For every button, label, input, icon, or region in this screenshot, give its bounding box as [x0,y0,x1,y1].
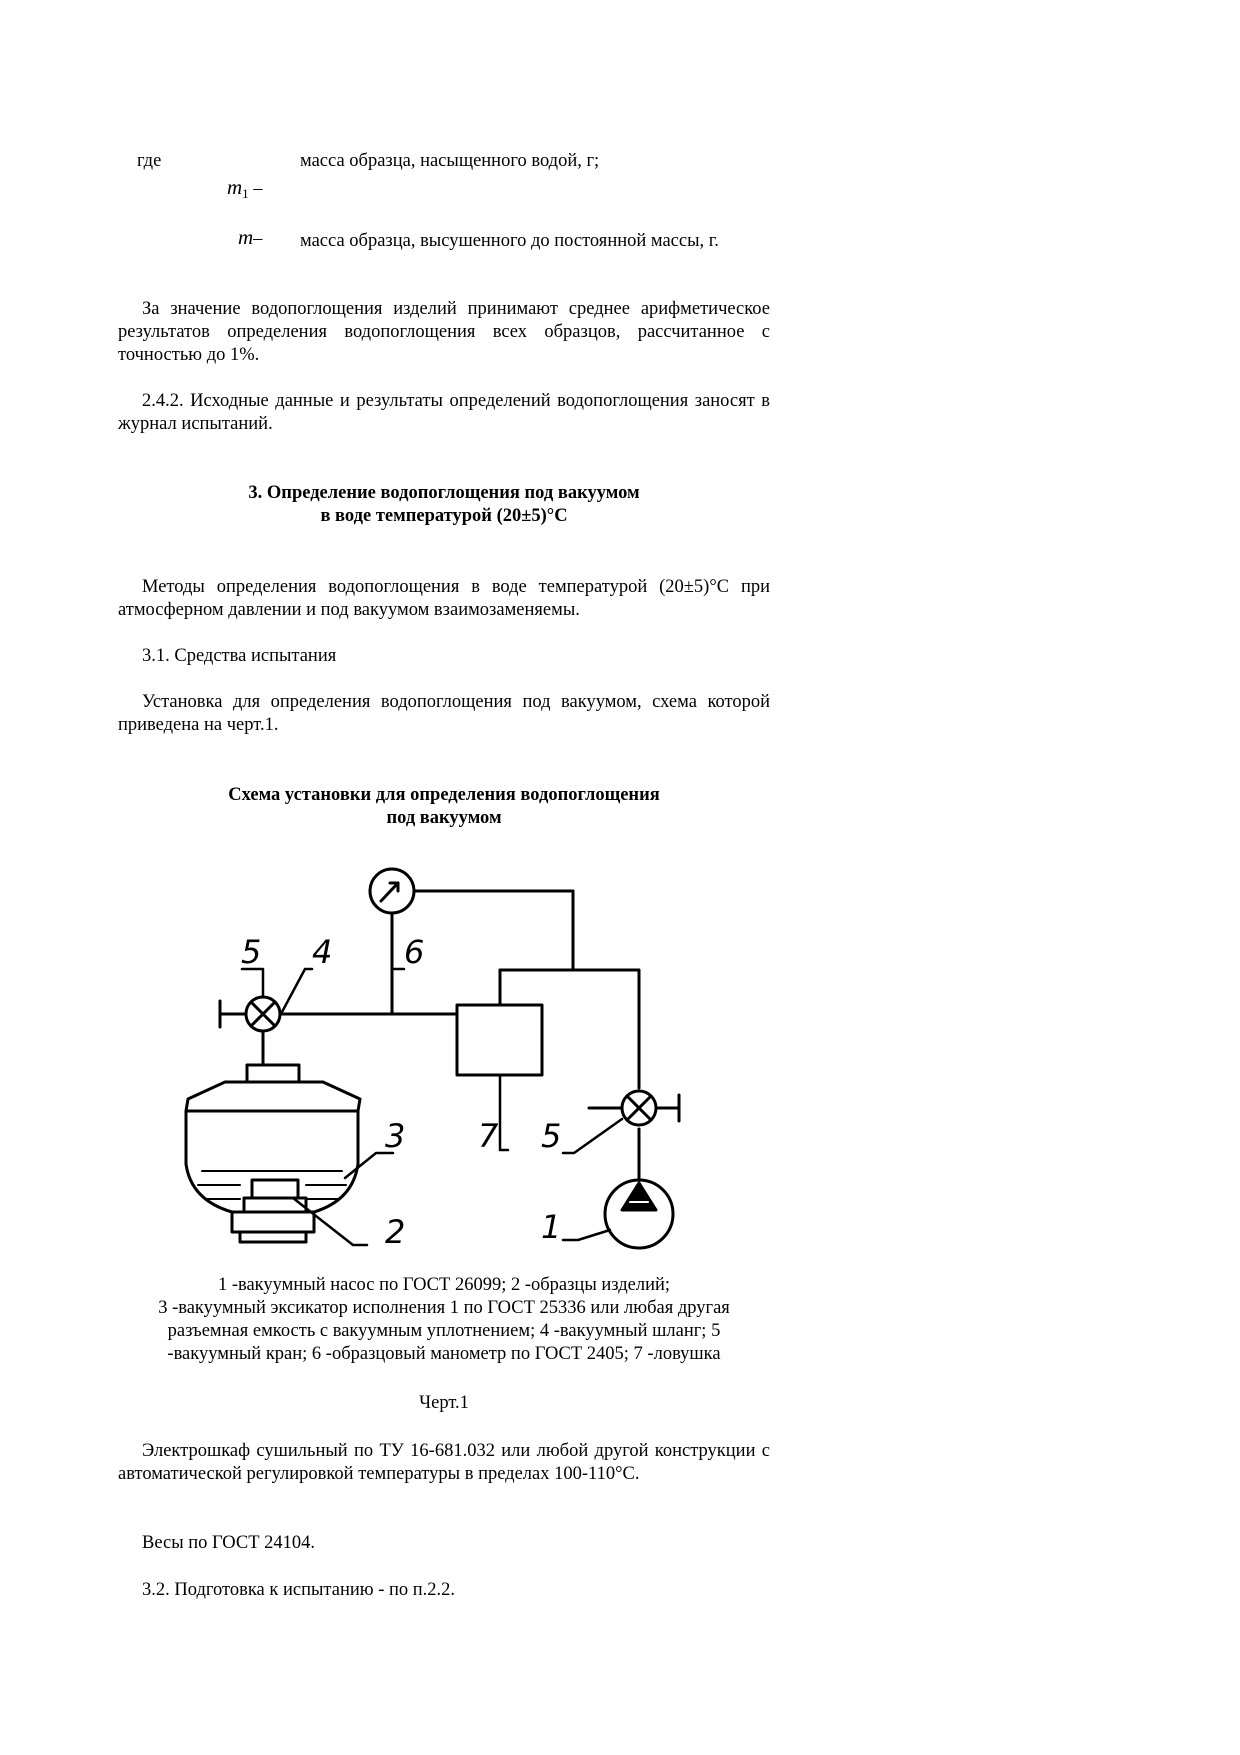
vacuum-pump-icon [605,1180,673,1248]
label-6: 6 [404,933,425,971]
paragraph-oven: Электрошкаф сушильный по ТУ 16-681.032 или любой другой конструкции с автоматической регулировкой температуры в пределах 100-110°С. [118,1441,770,1484]
paragraph-average: За значение водопоглощения изделий принимают среднее арифметическое результатов определения водопоглощения всех образцов, рассчитанное с точностью до 1%. [118,299,770,365]
label-7: 7 [478,1117,499,1155]
label-5-left: 5 [241,933,262,971]
where-word: где [137,151,162,171]
m1-definition: масса образца, насыщенного водой, г; [300,151,600,171]
label-1: 1 [541,1208,562,1246]
m1-symbol: $m_1$ – [227,175,263,201]
figure-number: Черт.1 [419,1393,469,1413]
label-3: 3 [385,1117,406,1155]
left-vacuum-valve-icon [220,997,280,1031]
figure-caption: 1 -вакуумный насос по ГОСТ 26099; 2 -образцы изделий; 3 -вакуумный эксикатор исполнения 1 по ГОСТ 25336 или любая другая разъемная емкость с вакуумным уплотнением; 4 -вакуумный шланг; 5 -вакуумный кран; 6 -образцовый манометр по ГОСТ 2405; 7 -ловушка [158,1275,730,1364]
m-symbol: m– [238,225,263,249]
right-vacuum-valve-icon [589,1091,679,1125]
label-5-right: 5 [541,1117,562,1155]
m-definition: масса образца, высушенного до постоянной массы, г. [300,231,719,251]
figure-title: Схема установки для определения водопоглощения под вакуумом [228,785,660,828]
vacuum-desiccator [186,1065,360,1242]
diagram-labels [241,933,561,1251]
paragraph-setup: Установка для определения водопоглощения под вакуумом, схема которой приведена на черт.1. [118,692,770,735]
manometer-gauge-icon [370,869,414,913]
paragraph-methods: Методы определения водопоглощения в воде температурой (20±5)°С при атмосферном давлении и под вакуумом взаимозаменяемы. [118,577,770,620]
trap-box [457,1005,542,1075]
label-2: 2 [385,1213,406,1251]
paragraph-3-2: 3.2. Подготовка к испытанию - по п.2.2. [142,1580,456,1600]
section-3-heading: 3. Определение водопоглощения под вакуумом в воде температурой (20±5)°С [248,483,640,526]
label-4: 4 [312,933,333,971]
samples [244,1180,306,1212]
paragraph-3-1: 3.1. Средства испытания [142,646,337,666]
paragraph-scales: Весы по ГОСТ 24104. [142,1533,316,1553]
paragraph-2-4-2: 2.4.2. Исходные данные и результаты определений водопоглощения заносят в журнал испытаний. [118,391,770,434]
